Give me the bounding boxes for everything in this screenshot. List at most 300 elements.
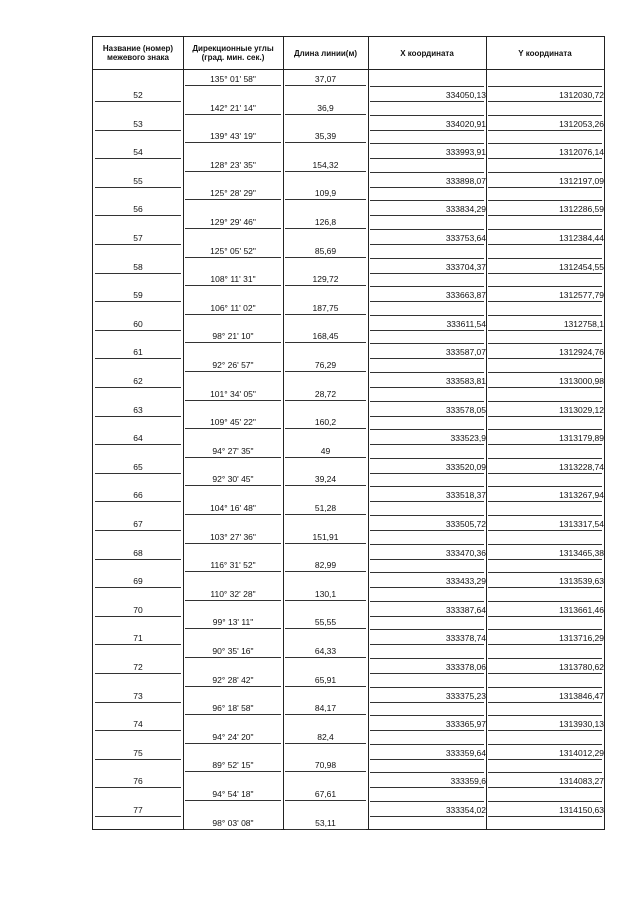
segment-line-length: 53,11	[315, 817, 336, 828]
coordinate-rule	[488, 629, 602, 630]
point-underline	[95, 616, 181, 617]
point-x-coordinate: 333365,97	[445, 719, 486, 730]
segment-underline	[285, 314, 366, 315]
coordinate-rule	[488, 115, 602, 116]
segment-line-length: 151,91	[312, 531, 339, 542]
coordinate-rule	[488, 86, 602, 87]
point-underline	[370, 244, 484, 245]
point-underline	[95, 587, 181, 588]
point-underline	[488, 387, 602, 388]
point-y-coordinate: 1313930,13	[559, 719, 604, 730]
point-name: 68	[133, 547, 143, 558]
point-underline	[488, 559, 602, 560]
point-underline	[95, 530, 181, 531]
coordinate-rule	[488, 401, 602, 402]
point-underline	[370, 616, 484, 617]
coordinate-rule	[370, 744, 484, 745]
point-name: 54	[133, 147, 143, 158]
segment-direction-angle: 110° 32' 28"	[210, 588, 256, 599]
point-underline	[488, 358, 602, 359]
segment-underline	[285, 114, 366, 115]
header-x-coordinate: X координата	[400, 48, 454, 58]
point-x-coordinate: 333587,07	[445, 347, 486, 358]
point-underline	[488, 273, 602, 274]
segment-underline	[185, 457, 281, 458]
coordinate-rule	[370, 115, 484, 116]
segment-underline	[185, 543, 281, 544]
coordinate-rule	[488, 143, 602, 144]
point-y-coordinate: 1312286,59	[559, 204, 604, 215]
point-name: 64	[133, 433, 143, 444]
point-underline	[488, 158, 602, 159]
point-x-coordinate: 333433,29	[445, 576, 486, 587]
segment-direction-angle: 125° 05' 52"	[210, 245, 256, 256]
point-underline	[488, 673, 602, 674]
point-underline	[95, 644, 181, 645]
segment-direction-angle: 106° 11' 02"	[210, 302, 256, 313]
point-y-coordinate: 1313317,54	[559, 519, 604, 529]
point-underline	[95, 787, 181, 788]
segment-underline	[185, 114, 281, 115]
segment-underline	[285, 257, 366, 258]
segment-line-length: 109,9	[314, 188, 337, 199]
segment-underline	[185, 514, 281, 515]
segment-underline	[285, 800, 366, 801]
point-y-coordinate: 1313661,46	[559, 604, 604, 615]
coordinate-rule	[370, 86, 484, 87]
point-underline	[370, 644, 484, 645]
header-direction-angle: Дирекционные углы (град. мин. сек.)	[192, 44, 274, 62]
coordinate-rule	[488, 200, 602, 201]
point-underline	[95, 473, 181, 474]
point-underline	[370, 673, 484, 674]
coordinate-rule	[488, 772, 602, 773]
point-y-coordinate: 1313539,63	[559, 576, 604, 587]
coordinate-rule	[488, 372, 602, 373]
segment-direction-angle: 94° 27' 35"	[212, 445, 254, 456]
point-name: 60	[133, 318, 143, 329]
segment-underline	[285, 342, 366, 343]
segment-underline	[185, 371, 281, 372]
point-underline	[488, 730, 602, 731]
segment-underline	[285, 829, 366, 830]
coordinate-rule	[370, 315, 484, 316]
segment-direction-angle: 90° 35' 16"	[212, 646, 254, 656]
point-x-coordinate: 333834,29	[445, 204, 486, 215]
point-underline	[95, 158, 181, 159]
point-underline	[488, 787, 602, 788]
coordinate-rule	[488, 572, 602, 573]
point-underline	[370, 444, 484, 445]
point-name: 67	[133, 519, 143, 529]
segment-line-length: 154,32	[312, 159, 339, 170]
point-underline	[370, 130, 484, 131]
point-underline	[370, 416, 484, 417]
coordinate-rule	[370, 229, 484, 230]
segment-line-length: 168,45	[312, 331, 339, 342]
segment-direction-angle: 94° 24' 20"	[212, 731, 254, 742]
segment-underline	[285, 657, 366, 658]
point-x-coordinate: 333578,05	[445, 404, 486, 415]
point-y-coordinate: 1313716,29	[559, 633, 604, 644]
coordinate-rule	[370, 258, 484, 259]
point-name: 66	[133, 490, 143, 501]
header-point-name: Название (номер) межевого знака	[102, 44, 174, 62]
point-name: 69	[133, 576, 143, 587]
point-name: 65	[133, 461, 143, 472]
segment-underline	[185, 686, 281, 687]
point-underline	[370, 816, 484, 817]
point-underline	[488, 616, 602, 617]
coordinate-rule	[488, 286, 602, 287]
segment-line-length: 187,75	[312, 302, 339, 313]
point-underline	[370, 330, 484, 331]
coordinate-rule	[370, 515, 484, 516]
coordinate-rule	[370, 486, 484, 487]
segment-direction-angle: 108° 11' 31"	[210, 274, 256, 285]
point-underline	[95, 273, 181, 274]
point-x-coordinate: 333505,72	[445, 519, 486, 529]
coordinate-rule	[370, 372, 484, 373]
point-underline	[488, 473, 602, 474]
segment-underline	[185, 771, 281, 772]
segment-underline	[185, 743, 281, 744]
segment-underline	[185, 428, 281, 429]
point-underline	[488, 101, 602, 102]
coordinate-rule	[370, 772, 484, 773]
segment-underline	[285, 771, 366, 772]
coordinate-rule	[488, 801, 602, 802]
coordinate-rule	[488, 515, 602, 516]
point-x-coordinate: 333375,23	[445, 690, 486, 701]
point-underline	[95, 101, 181, 102]
point-name: 59	[133, 290, 143, 301]
segment-underline	[285, 743, 366, 744]
coordinate-rule	[488, 601, 602, 602]
segment-line-length: 67,61	[314, 789, 337, 799]
coordinate-rule	[370, 801, 484, 802]
segment-underline	[185, 485, 281, 486]
coordinate-rule	[370, 601, 484, 602]
segment-line-length: 64,33	[314, 646, 337, 656]
coordinate-rule	[370, 544, 484, 545]
coordinate-rule	[488, 258, 602, 259]
point-underline	[370, 358, 484, 359]
point-underline	[488, 530, 602, 531]
point-underline	[488, 587, 602, 588]
segment-line-length: 70,98	[314, 760, 337, 771]
point-name: 75	[133, 747, 143, 758]
point-x-coordinate: 333993,91	[445, 147, 486, 158]
point-underline	[488, 130, 602, 131]
segment-underline	[285, 285, 366, 286]
point-underline	[95, 301, 181, 302]
point-underline	[488, 187, 602, 188]
point-name: 73	[133, 690, 143, 701]
segment-underline	[185, 600, 281, 601]
segment-underline	[185, 171, 281, 172]
segment-underline	[285, 543, 366, 544]
segment-underline	[285, 85, 366, 86]
segment-line-length: 85,69	[314, 245, 337, 256]
point-x-coordinate: 333583,81	[445, 376, 486, 386]
segment-direction-angle: 142° 21' 14"	[210, 102, 256, 113]
segment-direction-angle: 101° 34' 05"	[210, 388, 256, 399]
segment-direction-angle: 135° 01' 58"	[210, 74, 256, 84]
point-underline	[370, 301, 484, 302]
segment-line-length: 36,9	[317, 102, 334, 113]
point-underline	[95, 215, 181, 216]
point-x-coordinate: 333470,36	[445, 547, 486, 558]
segment-underline	[185, 714, 281, 715]
point-y-coordinate: 1313780,62	[559, 662, 604, 672]
point-name: 56	[133, 204, 143, 215]
point-underline	[95, 702, 181, 703]
segment-underline	[185, 829, 281, 830]
point-underline	[370, 158, 484, 159]
point-x-coordinate: 333753,64	[445, 233, 486, 243]
coordinate-rule	[488, 744, 602, 745]
point-x-coordinate: 333520,09	[445, 461, 486, 472]
point-y-coordinate: 1312577,79	[559, 290, 604, 301]
segment-direction-angle: 116° 31' 52"	[210, 560, 256, 571]
point-y-coordinate: 1313465,38	[559, 547, 604, 558]
segment-direction-angle: 129° 29' 46"	[210, 217, 256, 227]
point-name: 77	[133, 805, 143, 815]
segment-underline	[185, 85, 281, 86]
segment-underline	[285, 686, 366, 687]
point-y-coordinate: 1312454,55	[559, 261, 604, 272]
coordinate-rule	[488, 458, 602, 459]
segment-line-length: 28,72	[314, 388, 337, 399]
point-x-coordinate: 333387,64	[445, 604, 486, 615]
point-x-coordinate: 334020,91	[445, 118, 486, 129]
segment-underline	[285, 514, 366, 515]
coordinate-rule	[488, 315, 602, 316]
point-underline	[95, 501, 181, 502]
segment-underline	[285, 228, 366, 229]
point-underline	[370, 473, 484, 474]
segment-underline	[285, 142, 366, 143]
segment-underline	[185, 628, 281, 629]
point-y-coordinate: 1313029,12	[559, 404, 604, 415]
coordinate-rule	[488, 229, 602, 230]
segment-line-length: 76,29	[314, 360, 337, 370]
coordinate-rule	[370, 401, 484, 402]
point-x-coordinate: 333354,02	[445, 805, 486, 815]
point-name: 70	[133, 604, 143, 615]
segment-underline	[185, 800, 281, 801]
point-x-coordinate: 333523,9	[450, 433, 486, 444]
point-y-coordinate: 1312076,14	[559, 147, 604, 158]
point-y-coordinate: 1314150,63	[559, 805, 604, 815]
segment-direction-angle: 94° 54' 18"	[212, 789, 254, 799]
point-name: 61	[133, 347, 143, 358]
segment-line-length: 39,24	[314, 474, 337, 485]
point-name: 57	[133, 233, 143, 243]
segment-line-length: 51,28	[314, 503, 337, 513]
segment-direction-angle: 98° 21' 10"	[212, 331, 254, 342]
point-underline	[370, 787, 484, 788]
point-x-coordinate: 333611,54	[446, 318, 486, 329]
coordinate-rule	[370, 143, 484, 144]
coordinate-rule	[488, 486, 602, 487]
point-underline	[95, 416, 181, 417]
point-name: 76	[133, 776, 143, 787]
point-underline	[95, 759, 181, 760]
segment-direction-angle: 139° 43' 19"	[210, 131, 256, 142]
coordinate-rule	[370, 715, 484, 716]
segment-line-length: 49	[320, 445, 331, 456]
point-name: 58	[133, 261, 143, 272]
point-y-coordinate: 1313267,94	[559, 490, 604, 501]
coordinate-rule	[488, 544, 602, 545]
segment-line-length: 37,07	[314, 74, 337, 84]
point-underline	[95, 673, 181, 674]
segment-direction-angle: 99° 13' 11"	[212, 617, 254, 628]
point-y-coordinate: 1312053,26	[559, 118, 604, 129]
point-underline	[370, 101, 484, 102]
segment-underline	[285, 571, 366, 572]
segment-underline	[285, 171, 366, 172]
point-x-coordinate: 333378,74	[445, 633, 486, 644]
point-name: 72	[133, 662, 143, 672]
coordinate-rule	[370, 343, 484, 344]
point-underline	[95, 330, 181, 331]
point-underline	[488, 444, 602, 445]
segment-underline	[185, 257, 281, 258]
segment-underline	[285, 714, 366, 715]
point-name: 53	[133, 118, 143, 129]
point-x-coordinate: 333518,37	[445, 490, 486, 501]
segment-underline	[285, 600, 366, 601]
point-name: 63	[133, 404, 143, 415]
segment-underline	[185, 314, 281, 315]
point-y-coordinate: 1312030,72	[559, 90, 604, 100]
coordinate-rule	[488, 343, 602, 344]
segment-direction-angle: 89° 52' 15"	[212, 760, 254, 771]
point-name: 62	[133, 376, 143, 386]
point-x-coordinate: 333704,37	[445, 261, 486, 272]
coordinate-rule	[370, 200, 484, 201]
point-underline	[488, 759, 602, 760]
segment-direction-angle: 103° 27' 36"	[210, 531, 256, 542]
point-underline	[95, 559, 181, 560]
point-underline	[370, 559, 484, 560]
point-underline	[370, 501, 484, 502]
point-underline	[488, 244, 602, 245]
header-divider	[93, 69, 604, 70]
point-y-coordinate: 1313179,89	[559, 433, 604, 444]
coordinate-rule	[370, 658, 484, 659]
point-underline	[370, 530, 484, 531]
point-underline	[370, 215, 484, 216]
point-name: 74	[133, 719, 143, 730]
point-y-coordinate: 1312384,44	[559, 233, 604, 243]
segment-line-length: 126,8	[314, 217, 337, 227]
point-underline	[95, 387, 181, 388]
point-underline	[95, 244, 181, 245]
segment-underline	[185, 400, 281, 401]
coordinate-rule	[370, 572, 484, 573]
segment-direction-angle: 96° 18' 58"	[212, 703, 254, 714]
point-underline	[95, 730, 181, 731]
point-y-coordinate: 1314083,27	[559, 776, 604, 787]
point-underline	[370, 273, 484, 274]
point-x-coordinate: 333359,6	[450, 776, 486, 787]
segment-line-length: 65,91	[314, 674, 337, 685]
point-underline	[95, 187, 181, 188]
point-name: 55	[133, 175, 143, 186]
segment-underline	[185, 571, 281, 572]
point-x-coordinate: 333663,87	[445, 290, 486, 301]
coordinate-rule	[370, 687, 484, 688]
point-y-coordinate: 1313000,98	[559, 376, 604, 386]
segment-underline	[185, 657, 281, 658]
point-y-coordinate: 1312758,1	[563, 318, 604, 329]
segment-underline	[185, 228, 281, 229]
point-underline	[488, 215, 602, 216]
point-y-coordinate: 1312924,76	[559, 347, 604, 358]
point-underline	[488, 816, 602, 817]
point-x-coordinate: 334050,13	[445, 90, 486, 100]
coordinate-rule	[488, 715, 602, 716]
segment-underline	[285, 628, 366, 629]
segment-underline	[285, 199, 366, 200]
segment-underline	[185, 142, 281, 143]
segment-underline	[285, 457, 366, 458]
segment-direction-angle: 109° 45' 22"	[210, 417, 256, 428]
point-y-coordinate: 1313846,47	[559, 690, 604, 701]
segment-line-length: 130,1	[314, 588, 337, 599]
segment-underline	[285, 371, 366, 372]
segment-line-length: 160,2	[314, 417, 337, 428]
segment-direction-angle: 92° 30' 45"	[212, 474, 254, 485]
segment-direction-angle: 92° 28' 42"	[212, 674, 254, 685]
coordinate-rule	[370, 629, 484, 630]
point-underline	[370, 387, 484, 388]
coordinate-rule	[370, 458, 484, 459]
point-name: 71	[133, 633, 143, 644]
segment-line-length: 129,72	[312, 274, 339, 285]
segment-direction-angle: 104° 16' 48"	[210, 503, 256, 513]
segment-line-length: 82,99	[314, 560, 337, 571]
point-y-coordinate: 1312197,09	[559, 175, 604, 186]
point-underline	[370, 587, 484, 588]
point-underline	[370, 759, 484, 760]
segment-underline	[185, 199, 281, 200]
coordinate-rule	[370, 429, 484, 430]
point-underline	[488, 330, 602, 331]
header-y-coordinate: Y координата	[518, 48, 572, 58]
point-underline	[370, 702, 484, 703]
coordinate-rule	[488, 172, 602, 173]
point-underline	[95, 816, 181, 817]
coordinate-rule	[370, 172, 484, 173]
point-x-coordinate: 333359,64	[445, 747, 486, 758]
segment-direction-angle: 128° 23' 35"	[210, 159, 256, 170]
point-underline	[95, 444, 181, 445]
header-line-length: Длина линии(м)	[293, 48, 358, 58]
segment-line-length: 55,55	[314, 617, 337, 628]
point-underline	[370, 187, 484, 188]
point-underline	[95, 358, 181, 359]
point-underline	[488, 416, 602, 417]
segment-line-length: 84,17	[314, 703, 337, 714]
coordinates-table	[92, 36, 605, 830]
point-underline	[488, 301, 602, 302]
segment-underline	[285, 428, 366, 429]
